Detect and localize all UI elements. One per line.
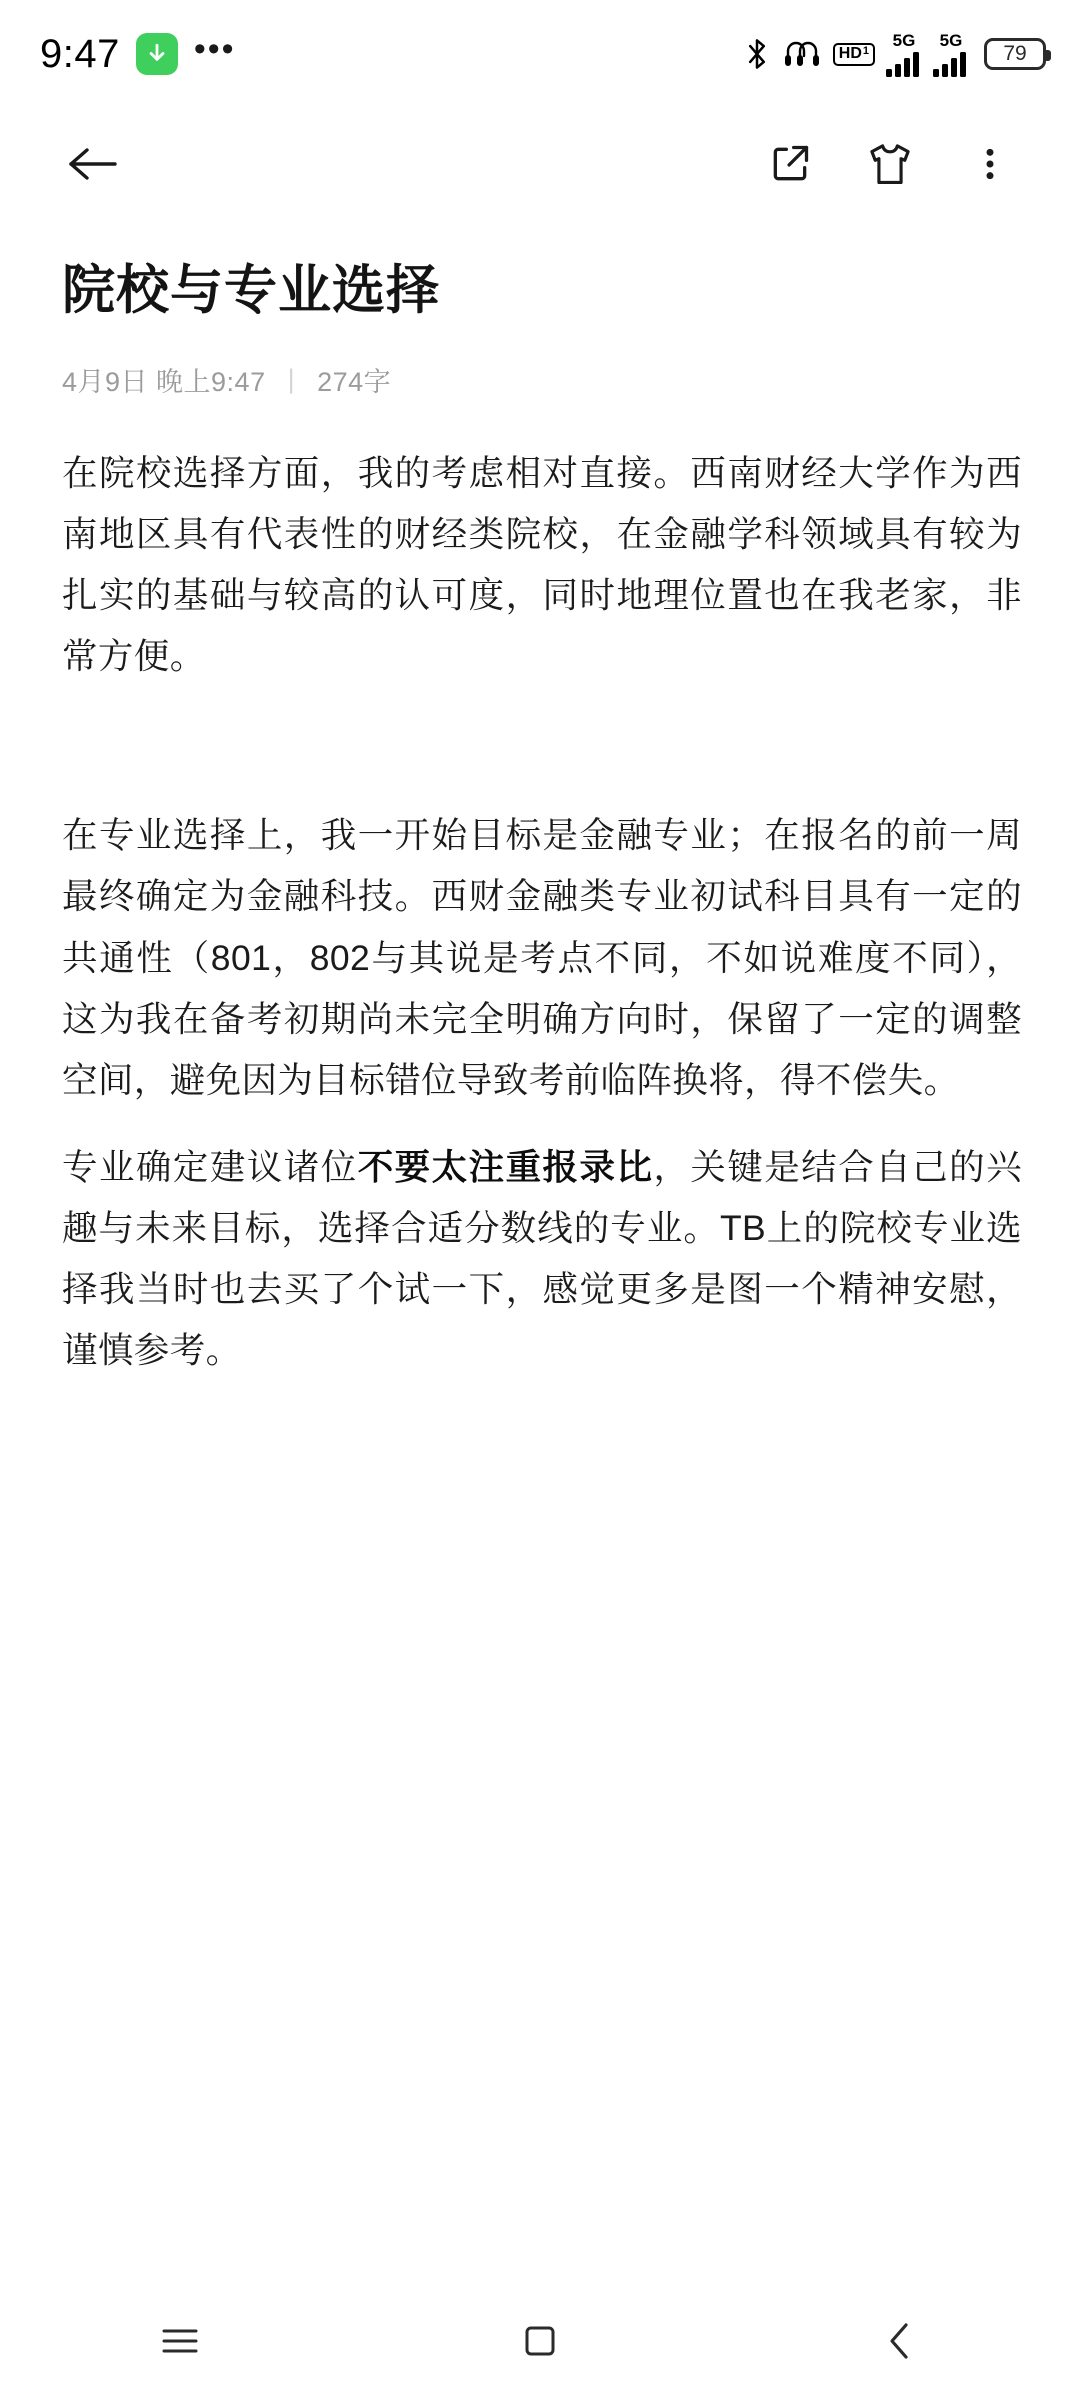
note-paragraph-1: 在院校选择方面，我的考虑相对直接。西南财经大学作为西南地区具有代表性的财经类院校，在金融学科领域具有较为扎实的基础与较高的认可度，同时地理位置也在我老家，非常方便。 — [62, 453, 1022, 677]
status-more-icon: ••• — [193, 30, 236, 68]
download-badge-icon — [136, 33, 178, 75]
recents-button[interactable] — [105, 2282, 255, 2400]
back-arrow-icon — [67, 144, 121, 184]
battery-percent: 79 — [1003, 42, 1027, 65]
status-bar-right — [743, 32, 1046, 77]
app-bar-actions — [752, 126, 1028, 202]
note-paragraph-3-lead: 专业确定建议诸位 — [62, 1146, 358, 1187]
back-button[interactable] — [56, 126, 132, 202]
shirt-icon — [866, 141, 914, 187]
note-paragraph-3-emphasis: 不要太注重报录比 — [357, 1146, 654, 1187]
signal-group-2 — [933, 32, 969, 77]
note-paragraph-3-tail: ，关键是结合自己的兴趣与未来目标，选择合适分数线的专业。TB上的院校专业选择我当时也去买了个试一下，感觉更多是图一个精神安慰，谨慎参考。 — [62, 1146, 1023, 1370]
signal-group-1 — [886, 32, 922, 77]
note-content — [0, 220, 1080, 1381]
note-paragraph-2: 在专业选择上，我一开始目标是金融专业；在报名的前一周最终确定为金融科技。西财金融类专业初试科目具有一定的共通性（801，802与其说是考点不同，不如说难度不同），这为我在备考初期尚未完全明确方向时，保留了一定的调整空间，避免因为目标错位导致考前临阵换将，得不偿失。 — [62, 815, 1022, 1100]
status-clock: 9:47 — [40, 31, 120, 76]
share-external-icon — [768, 142, 812, 186]
bluetooth-icon — [743, 37, 771, 71]
note-word-count: 274字 — [317, 367, 392, 398]
note-paragraph-3 — [62, 1137, 1022, 1381]
signal-bars-icon-2 — [933, 51, 969, 77]
meta-separator: | — [287, 364, 296, 395]
note-meta — [62, 360, 1022, 399]
back-chevron-icon — [883, 2319, 917, 2363]
shirt-button[interactable] — [852, 126, 928, 202]
home-square-icon — [520, 2321, 560, 2361]
share-button[interactable] — [752, 126, 828, 202]
page-title: 院校与专业选择 — [62, 261, 440, 320]
status-bar — [0, 0, 1080, 108]
system-nav-bar — [0, 2282, 1080, 2400]
headset-icon — [782, 38, 822, 70]
menu-recents-icon — [160, 2325, 200, 2357]
nav-back-button[interactable] — [825, 2282, 975, 2400]
overflow-menu-button[interactable] — [952, 126, 1028, 202]
note-date: 4月9日 晚上9:47 — [62, 367, 266, 398]
hd-sub: 1 — [862, 45, 869, 57]
status-bar-left — [40, 32, 236, 77]
hd-label: HD — [838, 44, 862, 62]
hd-icon — [833, 43, 875, 66]
more-vertical-icon — [970, 142, 1010, 186]
signal-bars-icon-1 — [886, 51, 922, 77]
network-label-1: 5G — [892, 30, 916, 50]
app-bar — [0, 108, 1080, 220]
home-button[interactable] — [465, 2282, 615, 2400]
network-label-2: 5G — [939, 30, 963, 50]
battery-icon — [984, 38, 1046, 70]
